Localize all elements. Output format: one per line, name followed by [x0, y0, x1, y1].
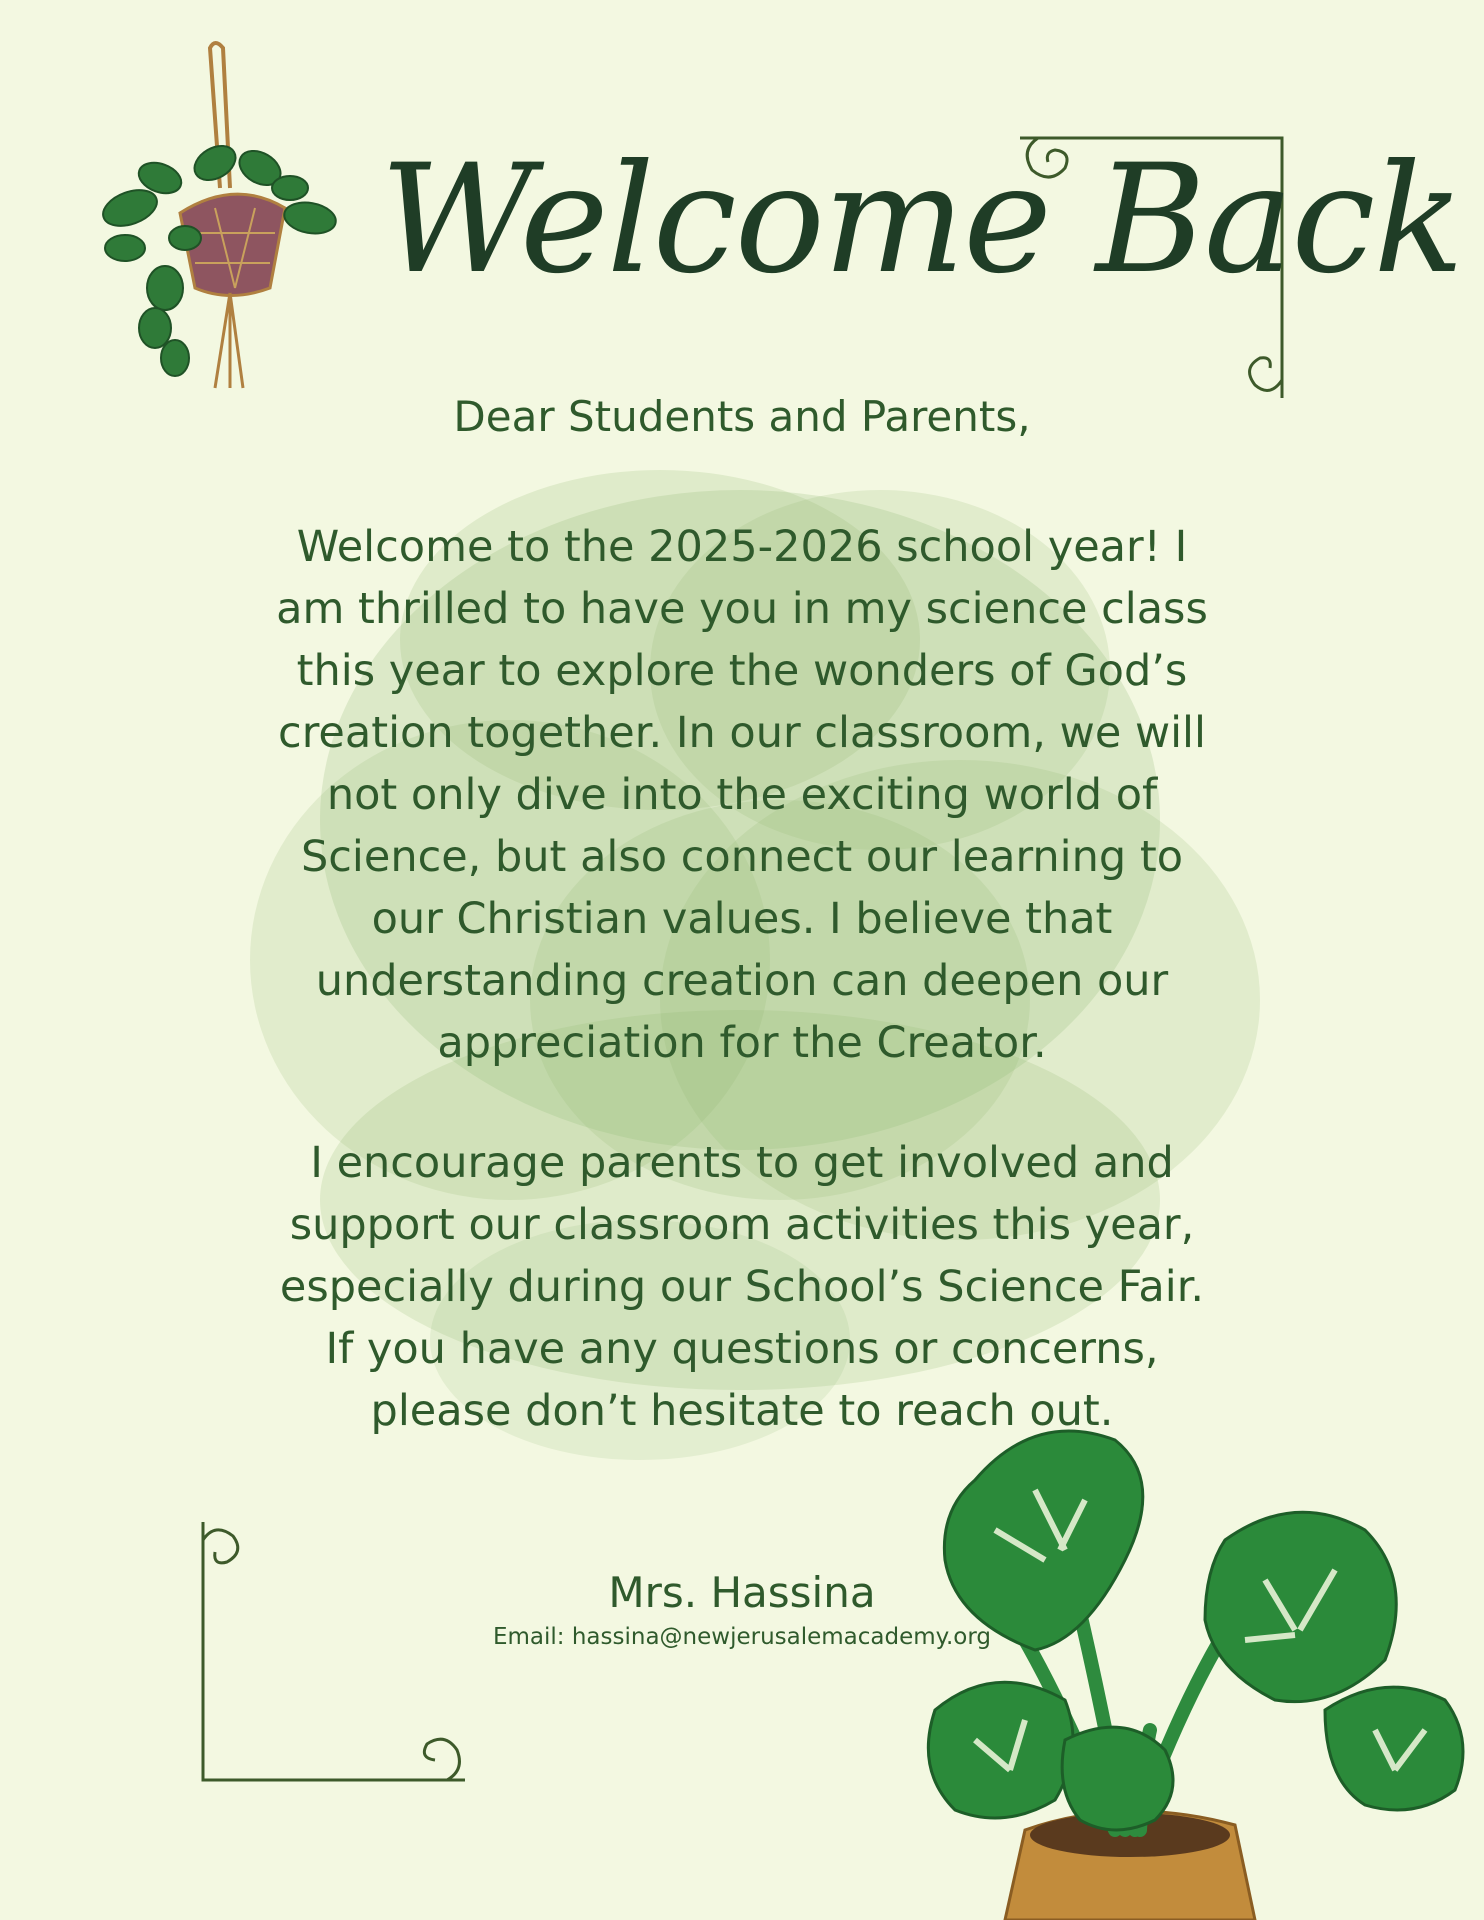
monstera-plant-icon [915, 1410, 1484, 1920]
paragraph-welcome: Welcome to the 2025-2026 school year! I am thrilled to have you in my science class this year to explore the wonders of God’s creation together. In our classroom, we will not only dive into the exciting world of Science, but also connect our learning to our Christian values. I believe that understanding creation can deepen our appreciation for the Creator. [276, 522, 1208, 1068]
page-title: Welcome Back [380, 133, 1463, 307]
hanging-plant-icon [95, 38, 340, 398]
signature-name: Mrs. Hassina [608, 1568, 876, 1617]
paragraph-encourage: I encourage parents to get involved and support our classroom activities this year, especially during our School’s Science Fair. If you have any questions or concerns, please don’t hesitate to reach out. [279, 1138, 1205, 1436]
corner-flourish-bottom-left [195, 1518, 475, 1788]
greeting-text: Dear Students and Parents, [453, 392, 1031, 441]
contact-email[interactable]: Email: hassina@newjerusalemacademy.org [492, 1624, 992, 1650]
